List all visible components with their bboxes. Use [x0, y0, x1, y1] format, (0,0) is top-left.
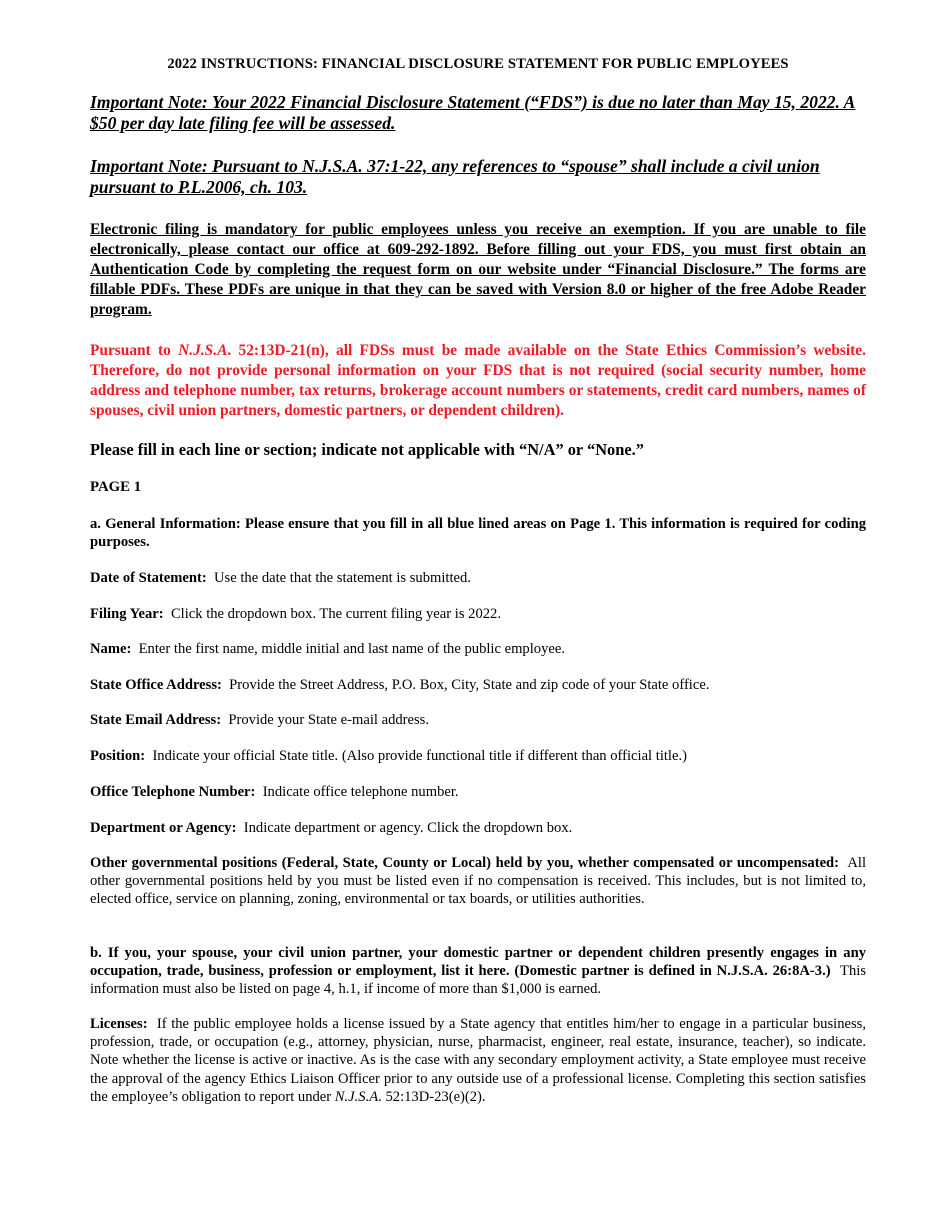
field-label: Filing Year: [90, 606, 164, 622]
field-label: Office Telephone Number: [90, 784, 256, 800]
field-state-email-address [90, 711, 866, 729]
spouse-definition-note: Important Note: Pursuant to N.J.S.A. 37:1-22, any references to “spouse” shall include a civil union pursuant to P.L.2006, ch. 103. [90, 156, 820, 197]
due-date-note: Important Note: Your 2022 Financial Disclosure Statement (“FDS”) is due no later than May 15, 2022. A $50 per day late filing fee will be assessed. [90, 92, 856, 133]
field-label: State Office Address: [90, 677, 222, 693]
other-positions-text: All other governmental positions held by you must be listed even if no compensation is received. This includes, but is not limited to, elected office, service on planning, zoning, environmental or tax boards, or utilities authorities. [90, 855, 866, 908]
general-information-heading: a. General Information: Please ensure that you fill in all blue lined areas on Page 1. This information is required for coding purposes. [90, 516, 866, 551]
field-office-telephone [90, 783, 866, 801]
licenses-section [90, 1015, 866, 1106]
field-text: Enter the first name, middle initial and last name of the public employee. [138, 641, 565, 657]
warning-citation: N.J.S.A [178, 342, 228, 359]
field-department-or-agency [90, 819, 866, 837]
field-text: Indicate department or agency. Click the dropdown box. [243, 820, 573, 836]
licenses-text: If the public employee holds a license issued by a State agency that entitles him/her to engage in a particular business, profession, trade, or occupation (e.g., attorney, physician, nurse, pharmacist, engineer, real estate, insurance, teacher), so indicate. Note whether the license is active or inactive. As is the case with any secondary employment activity, a State employee must receive the approval of the agency Ethics Liaison Officer prior to any outside use of a professional license. Completing this section satisfies the employee’s obligation to report under [90, 1016, 866, 1105]
warning-pre: Pursuant to [90, 342, 179, 359]
field-text: Indicate your official State title. (Also provide functional title if different than official title.) [152, 748, 687, 764]
field-text: Use the date that the statement is submitted. [214, 570, 471, 586]
field-text: Indicate office telephone number. [262, 784, 459, 800]
field-name [90, 640, 866, 658]
field-date-of-statement [90, 569, 866, 587]
field-text: Provide your State e-mail address. [228, 712, 430, 728]
licenses-tail: . 52:13D-23(e)(2). [378, 1088, 486, 1105]
section-b-label: b. If you, your spouse, your civil union partner, your domestic partner or dependent children presently engages in any occupation, trade, business, profession or employment, list it here. (Domestic partner is defined in N.J.S.A. 26:8A-3.) [90, 945, 866, 980]
page-title: 2022 INSTRUCTIONS: FINANCIAL DISCLOSURE STATEMENT FOR PUBLIC EMPLOYEES [167, 56, 789, 72]
field-text: Provide the Street Address, P.O. Box, City, State and zip code of your State office. [229, 677, 710, 693]
other-governmental-positions [90, 854, 866, 909]
field-label: State Email Address: [90, 712, 222, 728]
field-filing-year [90, 605, 866, 623]
field-label: Date of Statement: [90, 570, 207, 586]
licenses-citation: N.J.S.A [334, 1088, 379, 1105]
field-state-office-address [90, 676, 866, 694]
electronic-filing-notice: Electronic filing is mandatory for public employees unless you receive an exemption. If you are unable to file electronically, please contact our office at 609-292-1892. Before filling out your FDS, you must first obtain an Authentication Code by completing the request form on our website under “Financial Disclosure.” The forms are fillable PDFs. These PDFs are unique in that they can be saved with Version 8.0 or higher of the free Adobe Reader program. [90, 221, 866, 318]
section-b-occupation [90, 944, 866, 999]
public-availability-warning [90, 341, 866, 421]
page-section-label: PAGE 1 [90, 479, 142, 495]
field-position [90, 747, 866, 765]
field-label: Position: [90, 748, 146, 764]
other-positions-label: Other governmental positions (Federal, State, County or Local) held by you, whether compensated or uncompensated: [90, 855, 840, 871]
field-label: Name: [90, 641, 132, 657]
warning-text: . 52:13D-21(n), all FDSs must be made available on the State Ethics Commission’s website. Therefore, do not provide personal information on your FDS that is not required (social security number, home address and telephone number, tax returns, brokerage account numbers or statements, credit card numbers, names of spouses, civil union partners, domestic partners, or dependent children). [90, 342, 866, 419]
field-text: Click the dropdown box. The current filing year is 2022. [170, 606, 501, 622]
licenses-label: Licenses: [90, 1016, 148, 1032]
field-label: Department or Agency: [90, 820, 237, 836]
section-b-text: This information must also be listed on page 4, h.1, if income of more than $1,000 is earned. [90, 963, 866, 998]
fill-instruction: Please fill in each line or section; indicate not applicable with “N/A” or “None.” [90, 440, 644, 459]
